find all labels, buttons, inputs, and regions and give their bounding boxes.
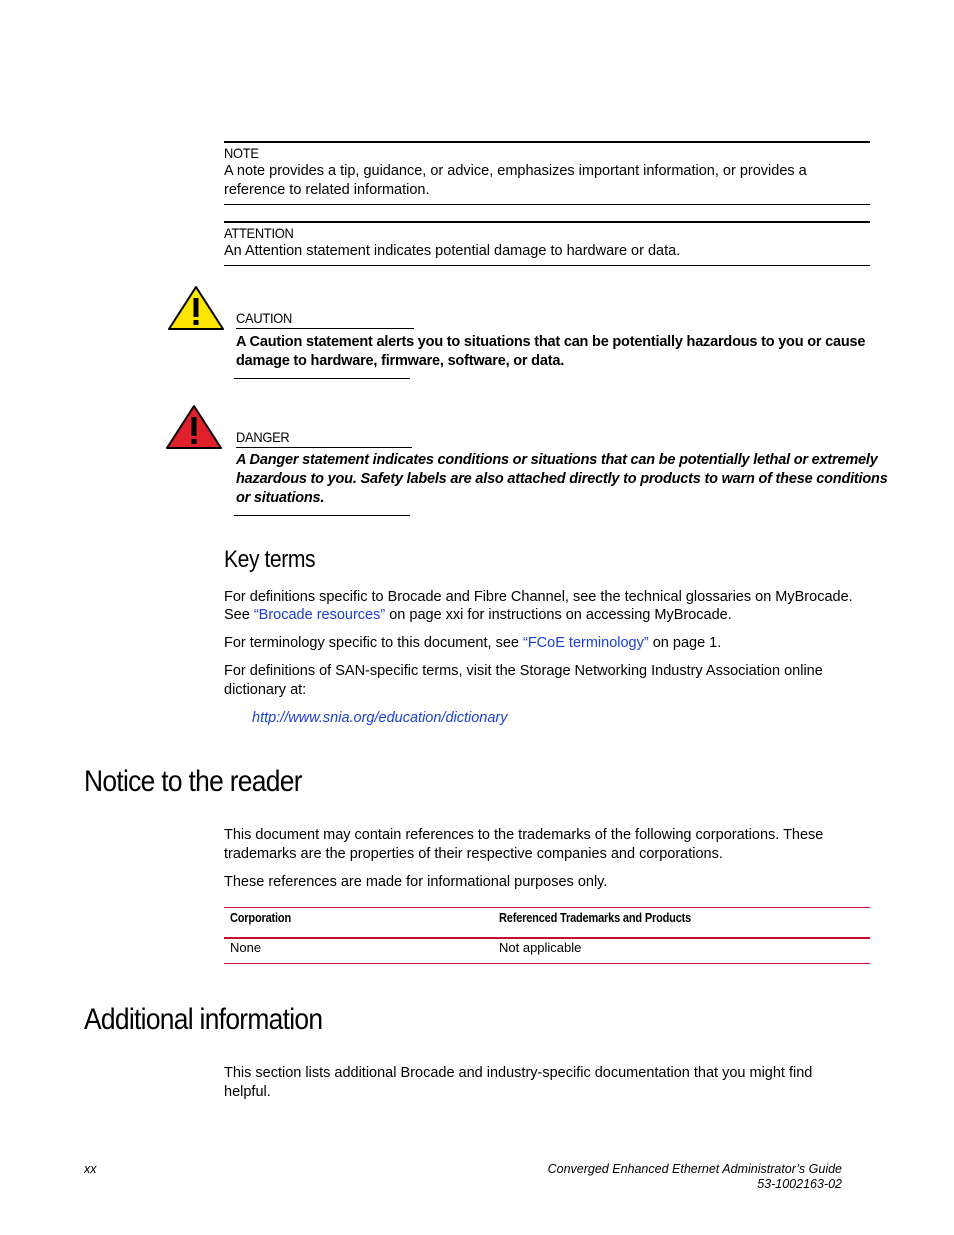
footer-page-number: xx (84, 1162, 97, 1176)
note-bottom-rule (224, 204, 870, 205)
danger-text-line2: hazardous to you. Safety labels are also attached directly to products to warn of these conditions (236, 471, 888, 487)
caution-warning-icon (166, 284, 226, 332)
footer-title: Converged Enhanced Ethernet Administrator’s Guide (547, 1162, 842, 1176)
key-terms-p3-line2: dictionary at: (224, 682, 307, 698)
attention-bottom-rule (224, 265, 870, 266)
additional-line2: helpful. (224, 1084, 271, 1100)
danger-label-rule (236, 447, 412, 448)
additional-line1: This section lists additional Brocade and industry-specific documentation that you might find (224, 1065, 813, 1081)
attention-label: ATTENTION (224, 225, 294, 241)
table-cell-trademarks: Not applicable (499, 940, 582, 955)
note-text-line2: reference to related information. (224, 182, 430, 198)
brocade-resources-link[interactable]: “Brocade resources” (253, 607, 386, 623)
notice-p2: These references are made for informational purposes only. (224, 874, 608, 890)
key-terms-p2-rest: on page 1. (648, 635, 722, 651)
notice-p1-line2: trademarks are the properties of their respective companies and corporations. (224, 846, 723, 862)
table-header-trademarks: Referenced Trademarks and Products (499, 911, 692, 925)
danger-label: DANGER (236, 429, 290, 445)
notice-heading: Notice to the reader (84, 765, 302, 798)
table-header-rule (224, 937, 870, 939)
table-top-rule (224, 907, 870, 908)
key-terms-p3-line1: For definitions of SAN-specific terms, visit the Storage Networking Industry Association online (224, 663, 823, 679)
attention-text: An Attention statement indicates potential damage to hardware or data. (224, 243, 681, 259)
note-label: NOTE (224, 145, 259, 161)
note-text-line1: A note provides a tip, guidance, or advice, emphasizes important information, or provides a (224, 163, 807, 179)
key-terms-p1-rest: on page xxi for instructions on accessing MyBrocade. (385, 607, 732, 623)
table-bottom-rule (224, 963, 870, 964)
footer-docnum: 53-1002163-02 (757, 1177, 842, 1191)
danger-bottom-rule (234, 515, 410, 516)
key-terms-p2-pre: For terminology specific to this document, see (224, 635, 523, 651)
danger-warning-icon (164, 403, 224, 451)
key-terms-p1-line1: For definitions specific to Brocade and Fibre Channel, see the technical glossaries on MyBrocade. (224, 589, 853, 605)
fcoe-terminology-link[interactable]: “FCoE terminology” (523, 635, 649, 651)
additional-heading: Additional information (84, 1003, 323, 1036)
caution-label-rule (236, 328, 414, 329)
caution-text-line1: A Caution statement alerts you to situations that can be potentially hazardous to you or cause (236, 334, 866, 350)
snia-dictionary-link[interactable]: http://www.snia.org/education/dictionary (252, 710, 508, 726)
table-header-corporation: Corporation (230, 911, 292, 925)
table-cell-corporation: None (230, 940, 262, 955)
note-top-rule (224, 141, 870, 143)
notice-p1-line1: This document may contain references to the trademarks of the following corporations. These (224, 827, 824, 843)
attention-top-rule (224, 221, 870, 223)
caution-text-line2: damage to hardware, firmware, software, or data. (236, 353, 565, 369)
danger-text-line1: A Danger statement indicates conditions or situations that can be potentially lethal or extremely (236, 452, 878, 468)
caution-bottom-rule (234, 378, 410, 379)
danger-text-line3: or situations. (236, 490, 325, 506)
key-terms-p1-line2 (224, 606, 732, 625)
key-terms-p2 (224, 634, 721, 653)
key-terms-see: See (224, 607, 254, 623)
caution-label: CAUTION (236, 310, 293, 326)
key-terms-heading: Key terms (224, 546, 316, 573)
